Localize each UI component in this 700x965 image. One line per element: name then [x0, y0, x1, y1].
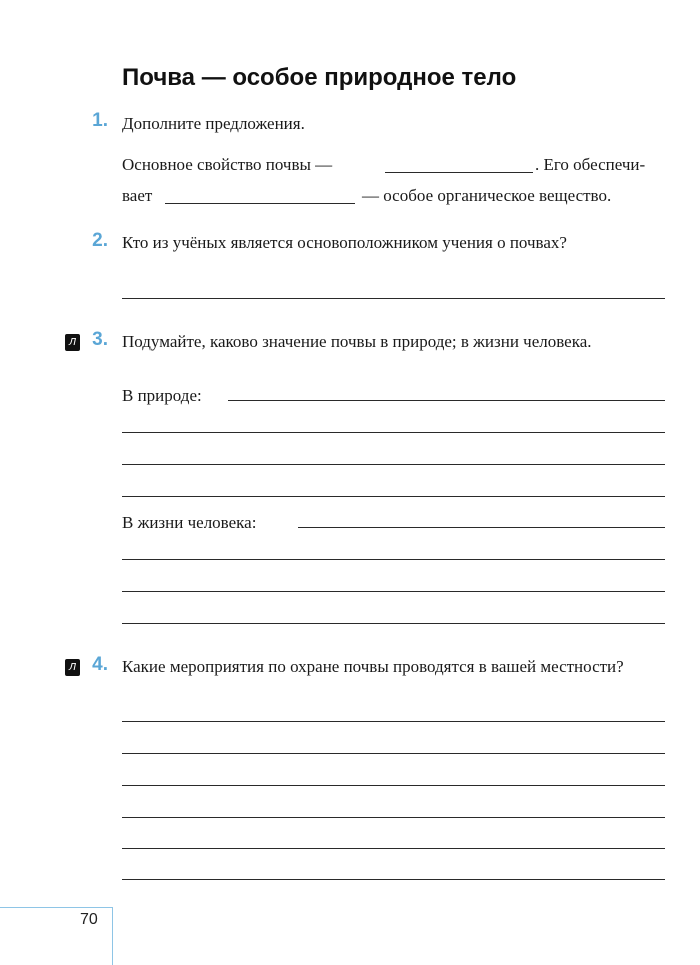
task-4-answer-line-6[interactable]	[122, 879, 665, 880]
personal-task-badge: Л	[65, 334, 80, 351]
task-1-number: 1.	[92, 110, 108, 131]
page-title: Почва — особое природное тело	[122, 64, 517, 91]
page-number-divider	[112, 907, 113, 965]
task-1-line2-start: вает	[122, 186, 153, 205]
task-3-nature-line-3[interactable]	[122, 464, 665, 465]
task-4-answer-line-4[interactable]	[122, 817, 665, 818]
task-3-label-human: В жизни человека:	[122, 513, 257, 532]
task-3-number: 3.	[92, 329, 108, 350]
task-1-answer-blank-1[interactable]	[385, 172, 533, 173]
task-2-number: 2.	[92, 230, 108, 251]
task-3-nature-line-4[interactable]	[122, 496, 665, 497]
task-3-human-line-1[interactable]	[298, 527, 665, 528]
task-3-human-line-4[interactable]	[122, 623, 665, 624]
task-4-answer-line-1[interactable]	[122, 721, 665, 722]
task-4-prompt: Какие мероприятия по охране почвы проводятся в вашей местности?	[122, 657, 624, 676]
task-2-answer-line[interactable]	[122, 298, 665, 299]
page-number-rule	[0, 907, 112, 908]
task-1-line1-end: . Его обеспечи-	[535, 155, 646, 174]
task-4-answer-line-2[interactable]	[122, 753, 665, 754]
task-4-answer-line-3[interactable]	[122, 785, 665, 786]
task-3-label-nature: В природе:	[122, 386, 202, 405]
task-3-nature-line-1[interactable]	[228, 400, 665, 401]
task-3-nature-line-2[interactable]	[122, 432, 665, 433]
task-1-line1-start: Основное свойство почвы —	[122, 155, 333, 174]
task-3-human-line-2[interactable]	[122, 559, 665, 560]
task-3-prompt: Подумайте, каково значение почвы в природе; в жизни человека.	[122, 332, 592, 351]
task-1-line2-end: — особое органическое вещество.	[362, 186, 612, 205]
task-4-answer-line-5[interactable]	[122, 848, 665, 849]
task-4-number: 4.	[92, 654, 108, 675]
task-2-prompt: Кто из учёных является основоположником учения о почвах?	[122, 233, 567, 252]
task-3-human-line-3[interactable]	[122, 591, 665, 592]
task-1-answer-blank-2[interactable]	[165, 203, 355, 204]
page-number: 70	[80, 911, 98, 928]
task-1-prompt: Дополните предложения.	[122, 114, 305, 133]
personal-task-badge: Л	[65, 659, 80, 676]
